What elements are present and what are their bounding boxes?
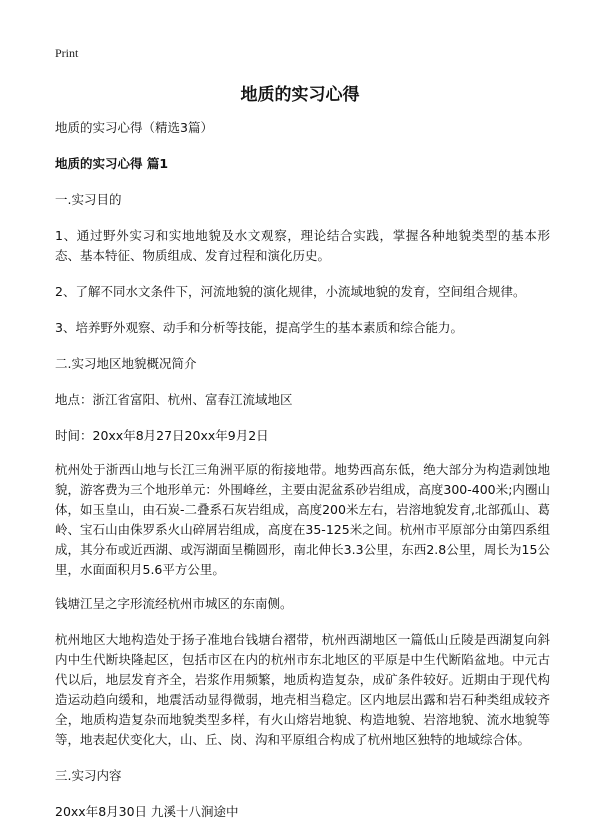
- document-body: [55, 118, 550, 838]
- heading-overview: 二.实习地区地貌概况简介: [55, 356, 197, 371]
- purpose-item-3: 3、培养野外观察、动手和分析等技能，提高学生的基本素质和综合能力。: [55, 320, 463, 335]
- geology-paragraph: 杭州地区大地构造处于扬子准地台钱塘台褶带，杭州西湖地区一篇低山丘陵是西湖复向斜内中生代断块隆起区，包括市区在内的杭州市东北地区的平原是中生代断陷盆地。中元古代以后，地层发育齐全，岩浆作用频繁，地质构造复杂，成矿条件较好。近期由于现代构造运动趋向缓和，地震活动显得微弱，地壳相当稳定。区内地层出露和岩石种类组成较齐全，地质构造复杂而地貌类型多样，有火山熔岩地貌、构造地貌、岩溶地貌、流水地貌等等，地表起伏变化大，山、丘、岗、沟和平原组合构成了杭州地区独特的地域综合体。: [55, 632, 550, 747]
- purpose-item-2: 2、了解不同水文条件下，河流地貌的演化规律，小流域地貌的发育，空间组合规律。: [55, 284, 526, 299]
- heading-content: 三.实习内容: [55, 768, 122, 783]
- print-link[interactable]: Print: [55, 46, 79, 60]
- hangzhou-paragraph: 杭州处于浙西山地与长江三角洲平原的衔接地带。地势西高东低，绝大部分为构造剥蚀地貌，游客费为三个地形单元：外围峰丝，主要由泥盆系砂岩组成，高度300-400米;内圈山体，如玉皇山，由石炭-二叠系石灰岩组成，高度200米左右，岩溶地貌发育,北部孤山、葛岭、宝石山由侏罗系火山碎屑岩组成，高度在35-125米之间。杭州市平原部分由第四系组成，其分布或近西湖、或泻湖面呈椭圆形，南北伸长3.3公里，东西2.8公里，周长为15公里，水面面积月5.6平方公里。: [55, 462, 550, 577]
- date-line: 20xx年8月30日 九溪十八涧途中: [55, 804, 239, 819]
- time-line: 时间：20xx年8月27日20xx年9月2日: [55, 428, 269, 443]
- document-title: 地质的实习心得: [240, 85, 360, 105]
- heading-purpose: 一.实习目的: [55, 192, 122, 207]
- purpose-item-1: 1、通过野外实习和实地地貌及水文观察，理论结合实践，掌握各种地貌类型的基本形态、基本特征、物质组成、发育过程和演化历史。: [55, 228, 550, 263]
- document-subtitle: 地质的实习心得（精选3篇）: [55, 120, 213, 135]
- section-heading: 地质的实习心得 篇1: [55, 156, 169, 171]
- location-line: 地点：浙江省富阳、杭州、富春江流域地区: [55, 392, 293, 407]
- qiantang-paragraph: 钱塘江呈之字形流经杭州市城区的东南侧。: [55, 596, 293, 611]
